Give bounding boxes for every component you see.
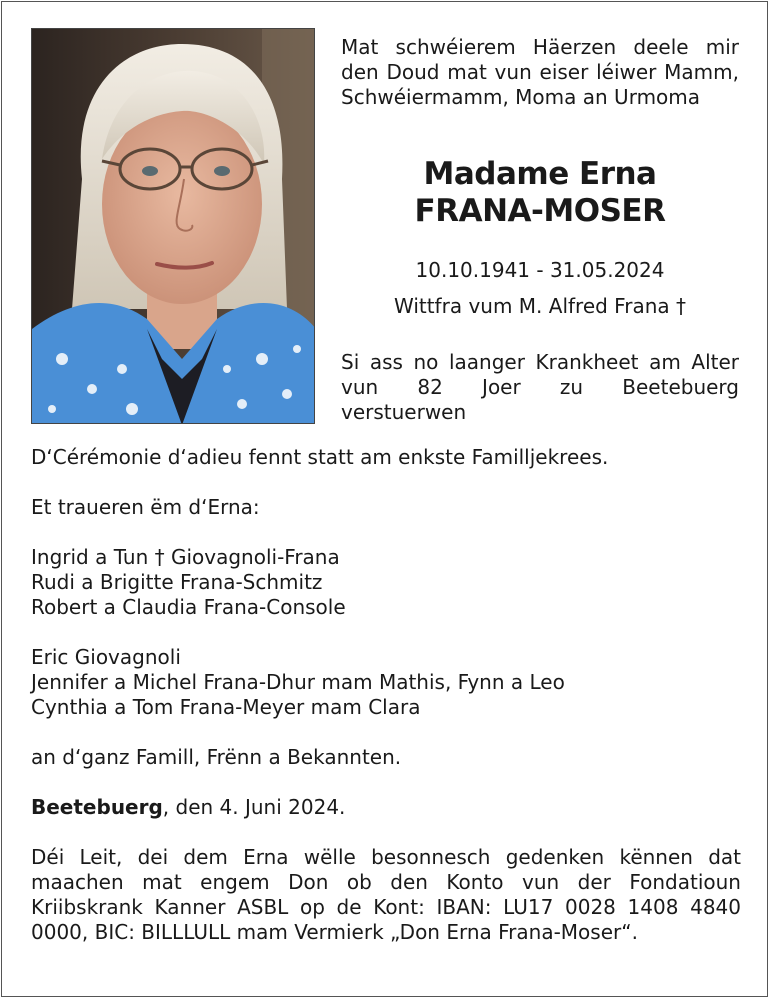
list-item: Cynthia a Tom Frana-Meyer mam Clara (31, 695, 421, 719)
deceased-name (341, 156, 739, 230)
illness-text: Si ass no laanger Krankheet am Alter vun 82 Joer zu Beetebuerg verstuerwen (341, 350, 739, 424)
mourners-intro: Et traueren ëm d‘Erna: (31, 495, 260, 519)
grandchildren-list (31, 645, 741, 720)
life-dates: 10.10.1941 - 31.05.2024 (415, 258, 665, 282)
children-list (31, 545, 741, 620)
list-item: Eric Giovagnoli (31, 645, 181, 669)
family-friends-text: an d‘ganz Famill, Frënn a Bekannten. (31, 745, 402, 769)
place-name: Beetebuerg (31, 795, 163, 819)
list-item: Ingrid a Tun † Giovagnoli-Frana (31, 545, 340, 569)
ceremony-text: D‘Cérémonie d‘adieu fennt statt am enkste Familljekrees. (31, 445, 609, 469)
list-item: Jennifer a Michel Frana-Dhur mam Mathis, Fynn a Leo (31, 670, 565, 694)
name-line-1: Madame Erna (423, 156, 657, 192)
list-item: Robert a Claudia Frana-Console (31, 595, 346, 619)
portrait-photo (31, 28, 315, 424)
list-item: Rudi a Brigitte Frana-Schmitz (31, 570, 323, 594)
date-text: , den 4. Juni 2024. (162, 795, 346, 819)
place-date-line (31, 795, 741, 820)
name-line-2: FRANA-MOSER (414, 193, 666, 229)
widow-of: Wittfra vum M. Alfred Frana † (393, 294, 686, 318)
donation-text: Déi Leit, dei dem Erna wëlle besonnesch gedenken kënnen dat maachen mat engem Don ob den Konto vun der Fondatioun Kriibskrank Kanner ASBL op de Kont: IBAN: LU17 0028 1408 4840 0000, BIC: BILLLULL mam Vermierk „Don Erna Frana-Moser“. (31, 845, 741, 944)
intro-text: Mat schwéierem Häerzen deele mir den Doud mat vun eiser léiwer Mamm, Schwéiermamm, Moma an Urmoma (341, 35, 739, 109)
